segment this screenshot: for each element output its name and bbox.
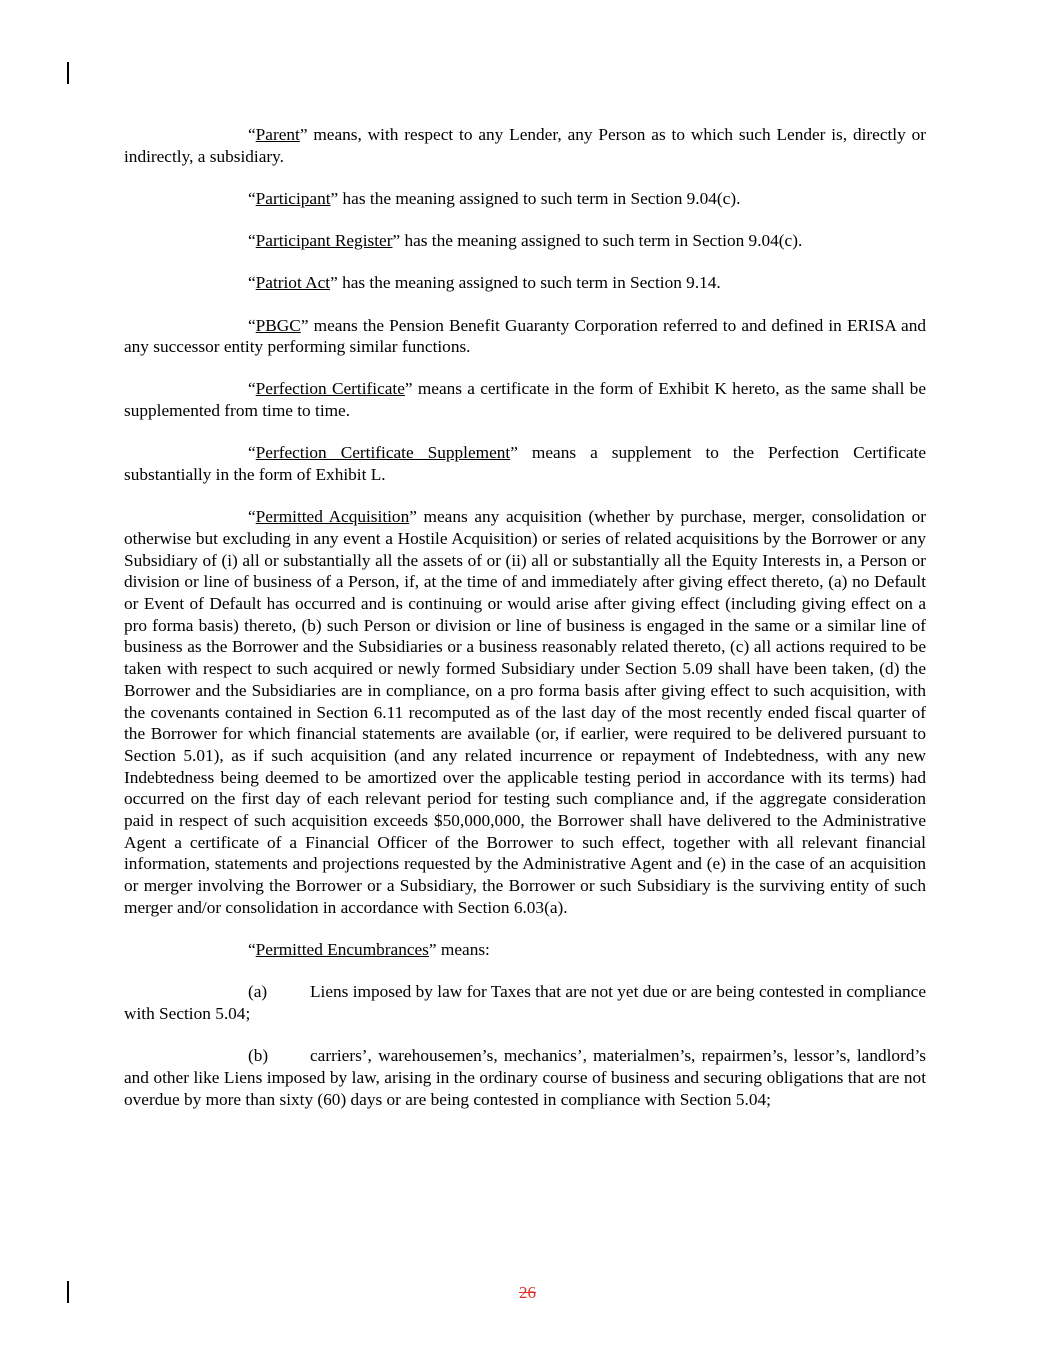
document-body [124,124,926,1131]
clause-label: (b) [248,1046,269,1066]
defined-term: Permitted Encumbrances [255,940,429,960]
revision-change-bar-top [67,62,69,84]
definition-participant: “Participant” has the meaning assigned to such term in Section 9.04(c). [248,188,741,208]
definition-patriot-act: “Patriot Act” has the meaning assigned to such term in Section 9.14. [248,273,721,293]
definition-text: means: [436,940,490,960]
defined-term: Participant [255,188,331,208]
defined-term: Permitted Acquisition [255,507,410,527]
definition-text: means a supplement to the Perfection Certificate substantially in the form of Exhibit L. [124,443,927,485]
definition-participant-register: “Participant Register” has the meaning assigned to such term in Section 9.04(c). [248,231,803,251]
definition-permitted-encumbrances: “Permitted Encumbrances” means: [248,940,490,960]
definition-perfection-certificate-supplement: “Perfection Certificate Supplement” means a supplement to the Perfection Certificate substantially in the form of Exhibit L. [124,443,927,485]
page-number: 26 [519,1283,536,1302]
clause-text: Liens imposed by law for Taxes that are not yet due or are being contested in compliance with Section 5.04; [124,982,926,1023]
definition-pbgc: “PBGC” means the Pension Benefit Guaranty Corporation referred to and defined in ERISA and any successor entity performing similar functions. [124,315,926,357]
defined-term: Parent [255,125,300,144]
definition-parent: “Parent” means, with respect to any Lender, any Person as to which such Lender is, directly or indirectly, a subsidiary. [124,125,926,166]
defined-term: Perfection Certificate [255,379,405,399]
definition-permitted-acquisition: “Permitted Acquisition” means any acquisition (whether by purchase, merger, consolidation or otherwise but excluding in any event a Hostile Acquisition) or series of related acquisitions by the Borrower or any Subsidiary of (i) all or substantially all the assets of or (ii) all or substantially all the Equity Interests in, a Person or division or line of business of a Person, if, at the time of and immediately after giving effect thereto, (a) no Default or Event of Default has occurred and is continuing or would arise after giving effect (including giving effect on a pro forma basis) thereto, (b) such Person or division or line of business is engaged in the same or a similar line of business as the Borrower and the Subsidiaries or a business reasonably related thereto, (c) all actions required to be taken with respect to such acquired or newly formed Subsidiary under Section 5.09 shall have been taken, (d) the Borrower and the Subsidiaries are in compliance, on a pro forma basis after giving effect to such acquisition, with the covenants contained in Section 6.11 recomputed as of the last day of the most recently ended fiscal quarter of the Borrower for which financial statements are available (or, if earlier, were required to be delivered pursuant to Section 5.01), as if such acquisition (and any related incurrence or repayment of Indebtedness, with any new Indebtedness being deemed to be amortized over the applicable testing period in accordance with its terms) had occurred on the first day of each relevant period for testing such compliance and, if the aggregate consideration paid in respect of such acquisition exceeds $50,000,000, the Borrower shall have delivered to the Administrative Agent a certificate of a Financial Officer of the Borrower to such effect, together with all relevant financial information, statements and projections requested by the Administrative Agent and (e) in the case of an acquisition or merger involving the Borrower or a Subsidiary, the Borrower or such Subsidiary is the surviving entity of such merger and/or consolidation in accordance with Section 6.03(a). [124,507,926,917]
definition-text: means the Pension Benefit Guaranty Corporation referred to and defined in ERISA and any successor entity performing similar functions. [124,315,926,357]
definition-text: has the meaning assigned to such term in Section 9.04(c). [338,188,741,208]
definition-text: means any acquisition (whether by purchase, merger, consolidation or otherwise but excluding in any event a Hostile Acquisition) or series of related acquisitions by the Borrower or any Subsidiary of (i) all or substantially all the assets of or (ii) all or substantially all the Equity Interests in, a Person or division or line of business of a Person, if, at the time of and immediately after giving effect thereto, (a) no Default or Event of Default has occurred and is continuing or would arise after giving effect (including giving effect on a pro forma basis) thereto, (b) such Person or division or line of business is engaged in the same or a similar line of business as the Borrower and the Subsidiaries or a business reasonably related thereto, (c) all actions required to be taken with respect to such acquired or newly formed Subsidiary under Section 5.09 shall have been taken, (d) the Borrower and the Subsidiaries are in compliance, on a pro forma basis after giving effect to such acquisition, with the covenants contained in Section 6.11 recomputed as of the last day of the most recently ended fiscal quarter of the Borrower for which financial statements are available (or, if earlier, were required to be delivered pursuant to Section 5.01), as if such acquisition (and any related incurrence or repayment of Indebtedness, with any new Indebtedness being deemed to be amortized over the applicable testing period in accordance with its terms) had occurred on the first day of each relevant period for testing such compliance and, if the aggregate consideration paid in respect of such acquisition exceeds $50,000,000, the Borrower shall have delivered to the Administrative Agent a certificate of a Financial Officer of the Borrower to such effect, together with all relevant financial information, statements and projections requested by the Administrative Agent and (e) in the case of an acquisition or merger involving the Borrower or a Subsidiary, the Borrower or such Subsidiary is the surviving entity of such merger and/or consolidation in accordance with Section 6.03(a). [124,507,926,917]
definition-text: has the meaning assigned to such term in Section 9.14. [337,273,721,293]
definition-perfection-certificate: “Perfection Certificate” means a certificate in the form of Exhibit K hereto, as the same shall be supplemented from time to time. [124,379,926,421]
clause-text: carriers’, warehousemen’s, mechanics’, materialmen’s, repairmen’s, lessor’s, landlord’s and other like Liens imposed by law, arising in the ordinary course of business and securing obligations that are not overdue by more than sixty (60) days or are being contested in compliance with Section 5.04; [124,1046,926,1109]
clause-b [124,1045,926,1110]
defined-term: Perfection Certificate Supplement [255,443,511,463]
defined-term: Participant Register [255,231,393,251]
clause-label: (a) [248,982,268,1002]
clause-a [124,981,926,1024]
definition-text: means a certificate in the form of Exhibit K hereto, as the same shall be supplemented from time to time. [124,379,926,421]
definition-text: means, with respect to any Lender, any Person as to which such Lender is, directly or indirectly, a subsidiary. [124,125,926,166]
defined-term: PBGC [255,315,301,335]
defined-term: Patriot Act [255,273,331,293]
definition-text: has the meaning assigned to such term in Section 9.04(c). [400,231,803,251]
